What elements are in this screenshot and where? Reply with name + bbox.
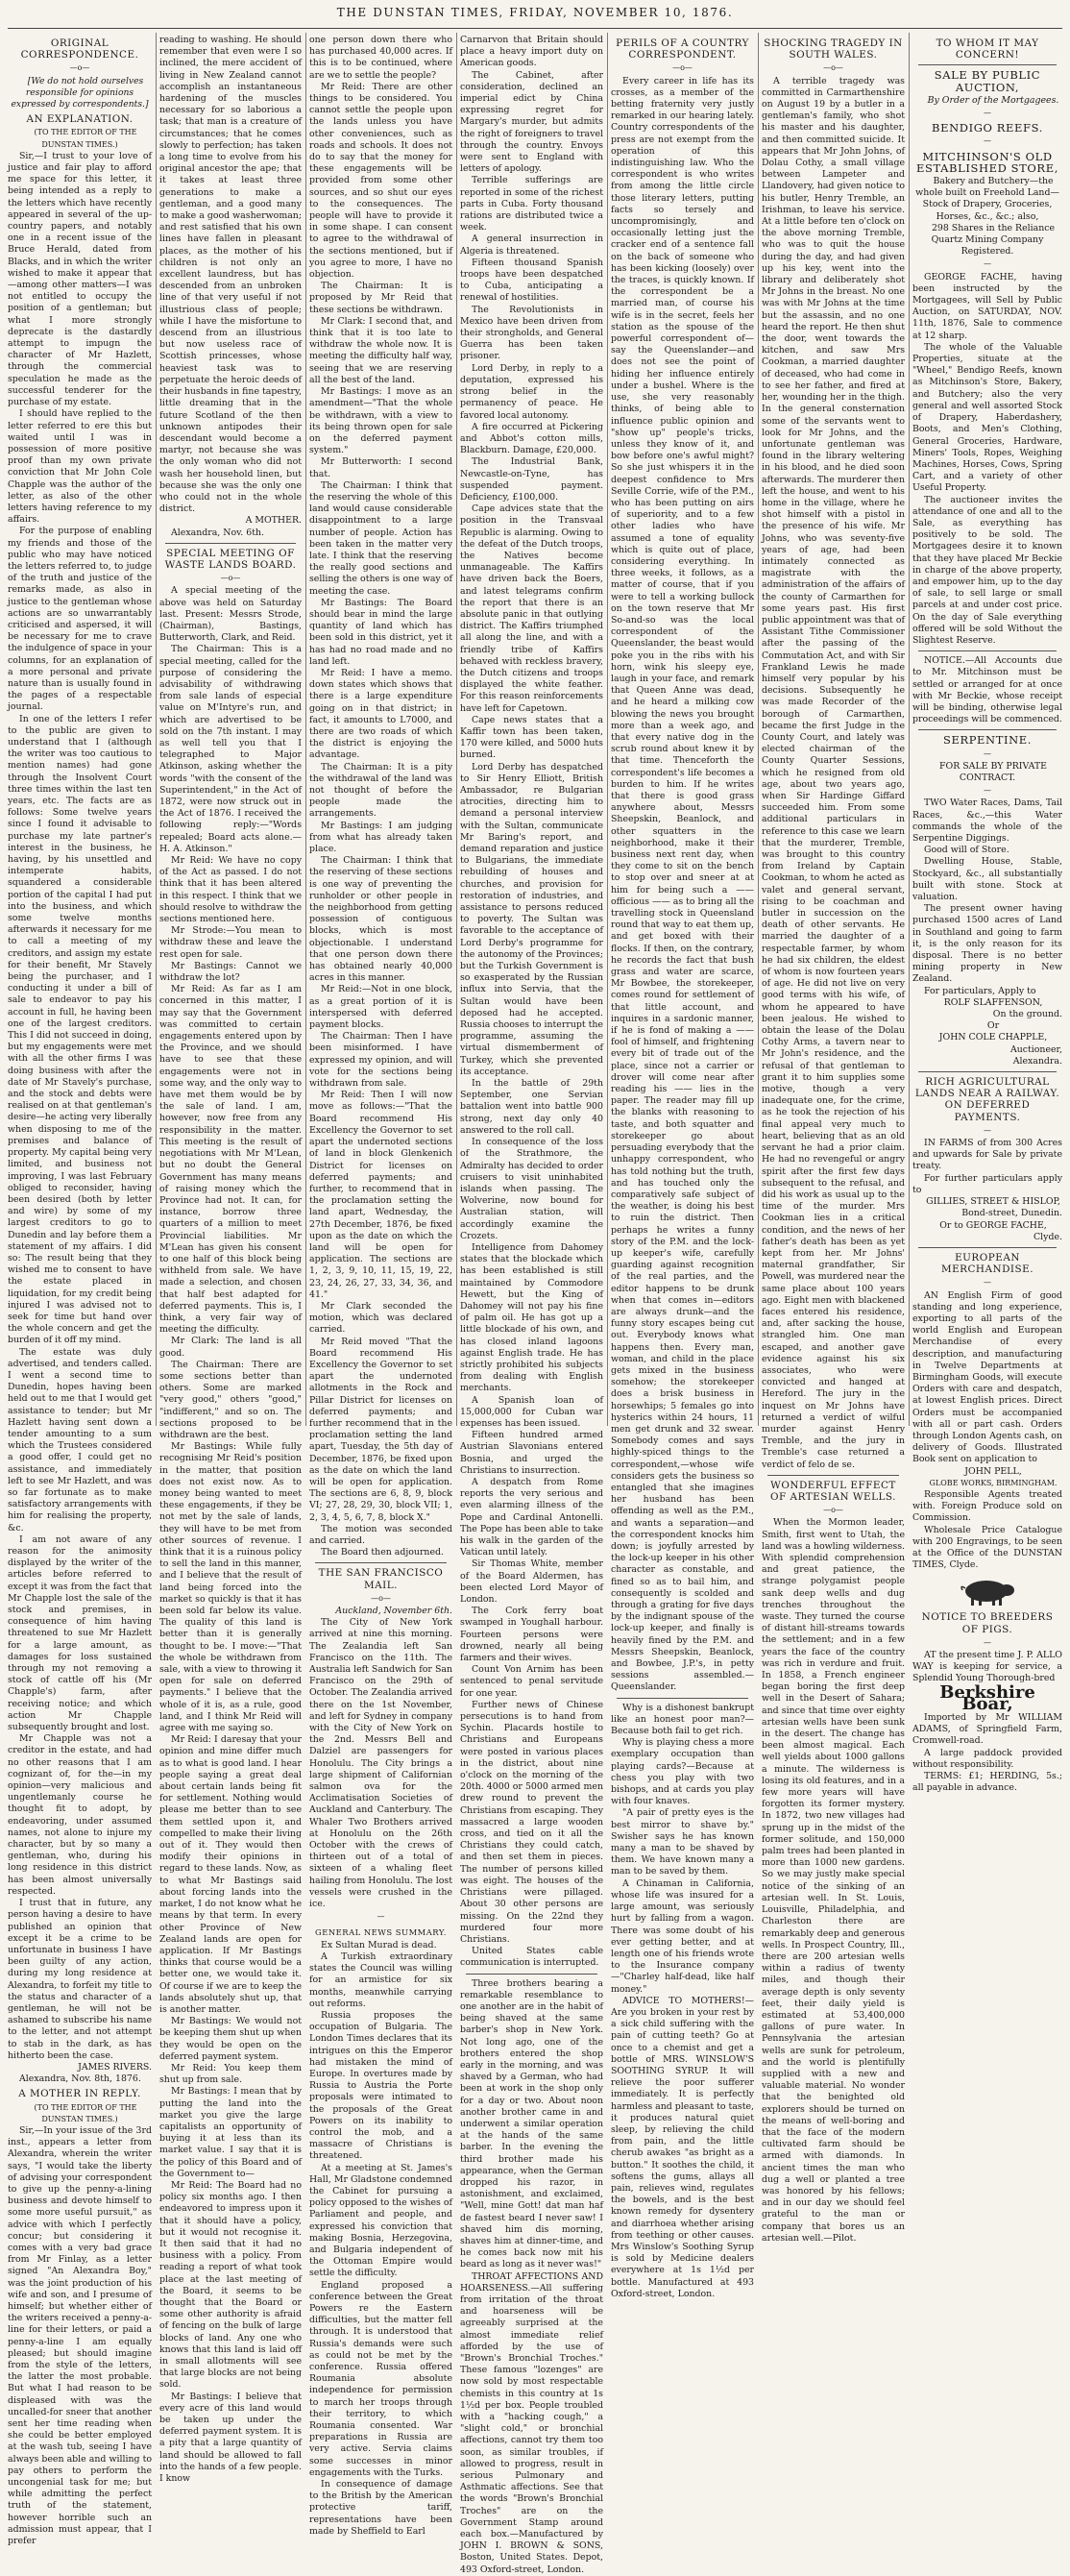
ad-text: Responsible Agents treated with. Foreign Produce sold on Commission. xyxy=(912,1488,1062,1524)
article-paragraph: Mr Reid: As far as I am concerned in this matter, I may say that the Government was committed to certain engagements entered upon by the Province, and we should have to see that these engagements were not in some way, and the only way to have met them would be by the sale of land. I am, however, now free from any responsibility in the matter. This meeting is the result of negotiations with Mr M'Lean, but no doubt the General Government has many means of raising money which the Province had not. It can, for instance, borrow three quarters of a million to meet Provincial liabilities. Mr M'Lean has given his consent to one half of this block being withheld from sale. We have made a selection, and chosen that half best adapted for deferred payments. This is, I think, a very fair way of meeting the difficulty. xyxy=(159,984,302,1336)
ad-text: Bond-street, Dunedin. xyxy=(961,1208,1062,1219)
letter-paragraph: reading to washing. He should remember that even were I so inclined, the mere accident of living in New Zealand cannot accomplish an instantaneous hardening of the muscles necessary for so laborious a task; that man is a creature of circumstances; that he comes slowly to perfection; has taken a long time to evolve from his original ancestor the ape; that it takes at least three generations to make a gentleman, and a good many to make a good washerwoman; and rest satisfied that his own lines have fallen in pleasant places, as the mother of his children is not only an excellent laundress, but has descended from an unbroken line of that very useful if not illustrious class of people; while I have the misfortune to descend from an illustrious but now useless race of Scottish princesses, whose heaviest task was to perpetuate the heroic deeds of their husbands in fine tapestry, little dreaming that in the future Scotland of the then unknown antipodes their descendant would become a martyr, not because she was the only woman who did not wash her household linen, but because she was the only one who could not in the whole district. xyxy=(159,35,302,515)
article-paragraph: Lord Derby has despatched to Sir Henry Elliott, British Ambassador, re Bulgarian atrocities, directing him to demand a personal interview with the Sultan, communicate Mr Baring's report, and demand reparation and justice to Bulgarians, the immediate rebuilding of houses and churches, and provision for restoration of industries, and assistance to persons reduced to poverty. The Sultan was favorable to the acceptance of Lord Derby's programme for the autonomy of the Provinces; but the Turkish Government is so exasperated by the Russian influx into Servia, that the Sultan would have been deposed had he accepted. Russia chooses to interrupt the programme, assuming the virtual dismemberment of Turkey, which she prevented its acceptance. xyxy=(460,761,603,1077)
article-paragraph: Mr Bastings: We would not be keeping them shut up when they would be open on the deferred payment system. xyxy=(159,2016,302,2062)
boar-headline: Berkshire Boar, xyxy=(939,1681,1035,1714)
column-6: SHOCKING TRAGEDY IN SOUTH WALES. —o— A terrible tragedy was committed in Carmarthenshire on August 19 by a butler in a gentleman's family, who shot his master and his daughter, and then committed suicide. It appears that Mr John Johns, of Dolau Cothy, a small village between Lampeter and Llandovery, had given notice to his butler, Henry Tremble, an Irishman, to leave his service. At a little before ten o'clock on the above morning Tremble, who was to quit the house during the day, and had given up his key, went into the library and deliberately shot Mr Johns in the breast. No one was with Mr Johns at the time but the assassin, and no one heard the report. He then shut the door, went towards the kitchen, and saw Mrs Cookman, a married daughter of deceased, who had come in to see her father, and fired at her, wounding her in the thigh. In the general consternation some of the servants went to look for Mr Johns, and the unfortunate gentleman was found in the library weltering in his blood, and he died soon afterwards. The murderer then left the house, and went to his home in the village, where he shot himself with a pistol in the presence of his wife. Mr Johns, who was seventy-five years of age, had been intimately connected as magistrate with the administration of the affairs of the county of Carmarthen for some years past. His first public appointment was that of Assistant Tithe Commissioner after the passing of the Commutation Act, and with Sir Frankland Lewis he made himself very popular by his decisions. Subsequently he was made Recorder of the borough of Carmarthen, became the first Judge in the County Court, and lately was elected chairman of the County Quarter Sessions, which he resigned from old age, about two years ago, when Sir Hardinge Giffard succeeded him. From some additional particulars in reference to this case we learn that the murderer, Tremble, was brought to this country from Ireland by Captain Cookman, to whom he acted as valet and general servant, rising to be coachman and butler in succession on the death of other servants. He married the daughter of a respectable farmer, by whom he had six children, the eldest of whom is now fourteen years of age. He did not live on very good terms with his wife, of whom he appeared to have been jealous. He wished to obtain the lease of the Dolau Cothy Arms, a tavern near to Mr John's residence, and the refusal of that gentleman to grant it to him supplies some motive, though a very inadequate one, for the crime, as he took the rejection of his final appeal very much to heart, believing that as an old servant he had a prior claim. He had no revengeful or angry spirit after the first few days subsequent to the refusal, and did his work as usual up to the time of the murder. Mrs Cookman lies in a critical condition, and the news of her father's death has been as yet kept from her. Mr Johns' maternal grandfather, Sir Powell, was murdered near the same place about 100 years ago. Eight men with blackened faces entered his residence, and, after sacking the house, strangled him. One man escaped, and another gave evidence against his six associates, who were convicted and hanged at Hereford. The jury in the inquest on Mr Johns have returned a verdict of wilful murder against Henry Tremble, and the jury in Tremble's case returned a verdict of felo de se. WONDERFUL EFFECT OF ARTESIAN WELLS. —o— When the Mormon leader, Smith, first went to Utah, the land was a howling wilderness. With splendid comprehension and great patience, the strange polygamist people sank deep wells and dug trenches throughout the waste. They turned the course of distant hill-streams towards the settlement; and in a few years the face of the country was rich in verdure and fruit. In 1858, a French engineer began boring the first deep well in the Desert of Sahara; and since that time over eighty artesian wells have been sunk in the desert. The change has been almost magical. Each well yields about 1000 gallons a minute. The wilderness is losing its old features, and in a few more years will have forgotten its former mystery. In 1872, two new villages had sprung up in the midst of the former solitude, and 150,000 palm trees had been planted in more than 1000 new gardens. So we may justly make special notice of the sinking of an artesian well. In St. Louis, Louisville, Philadelphia, and Charleston there are remarkably deep and generous wells. In Prospect Country, Ill., there are 200 artesian wells within a radius of twenty miles, and though their average depth is only seventy feet, their daily yield is estimated at 53,400,000 gallons of pure water. In Pennsylvania the artesian wells are sunk for petroleum, and the world is plentifully supplied with a new and valuable material. No wonder that the benighted old explorers should be turned on the means of well-boring and that the face of the modern cultivated farm should be armed with diamonds. In ancient times the man who dug a well or planted a tree was honored by his fellows; and in our day we should feel grateful to the man or company that bores us an artesian well.—Pilot. xyxy=(762,37,905,2244)
article-paragraph: Mr Bastings: I move as an amendment—"That the whole be withdrawn, with a view to its being thrown open for sale on the deferred payment system." xyxy=(309,386,452,456)
article-paragraph: The Chairman: I think that the reserving of these sections is one way of preventing the runholder or other people in the neighborhood from getting possession of contiguous blocks, which is most objectionable. I understand that one person down there has obtained nearly 40,000 acres in this manner. xyxy=(309,855,452,984)
article-paragraph: Mr Clark seconded the motion, which was declared carried. xyxy=(309,1300,452,1336)
ad-text: TERMS: £1; HERDING, 5s.; all payable in advance. xyxy=(912,1771,1062,1794)
ad-heading: BENDIGO REEFS. xyxy=(932,121,1043,135)
article-paragraph: Terrible sufferings are reported in some of the richest parts in Cuba. Forty thousand rations are distributed twice a week. xyxy=(460,175,603,233)
article-paragraph: When the Mormon leader, Smith, first went to Utah, the land was a howling wilderness. With splendid comprehension and great patience, the strange polygamist people sank deep wells and dug trenches throughout the waste. They turned the course of distant hill-streams towards the settlement; and in a few years the face of the country was rich in verdure and fruit. In 1858, a French engineer began boring the first deep well in the Desert of Sahara; and since that time over eighty artesian wells have been sunk in the desert. The change has been almost magical. Each well yields about 1000 gallons a minute. The wilderness is losing its old features, and in a few more years will have forgotten its former mystery. In 1872, two new villages had sprung up in the midst of the former solitude, and 150,000 palm trees had been planted in more than 1000 new gardens. So we may justly make special notice of the sinking of an artesian well. In St. Louis, Louisville, Philadelphia, and Charleston there are remarkably deep and generous wells. In Prospect Country, Ill., there are 200 artesian wells within a radius of twenty miles, and though their average depth is only seventy feet, their daily yield is estimated at 53,400,000 gallons of pure water. In Pennsylvania the artesian wells are sunk for petroleum, and the world is plentifully supplied with a new and valuable material. No wonder that the benighted old explorers should be turned on the means of well-boring and that the face of the modern cultivated farm should be armed with diamonds. In ancient times the man who dug a well or planted a tree was honored by his fellows; and in our day we should feel grateful to the man or company that bores us an artesian well.—Pilot. xyxy=(762,1517,905,2244)
article-paragraph: In consequence of the loss of the Strathmore, the Admiralty has decided to order cruisers to visit uninhabited islands when passing. The Wolverine, now bound for Australian station, will accordingly examine the Crozets. xyxy=(460,1137,603,1241)
article-paragraph: The Industrial Bank, Newcastle-on-Tyne, has suspended payment. Deficiency, £100,000. xyxy=(460,456,603,503)
column-rule xyxy=(156,33,157,1426)
ad-name: GILLIES, STREET & HISLOP, xyxy=(926,1196,1060,1208)
article-paragraph: Further news of Chinese persecutions is to hand from Sychin. Placards hostile to Christians and Europeans were posted in various places in the district, about nine o'clock on the morning of the 20th. 4000 or 5000 armed men drew round to prevent the Christians from escaping. They massacred a large wooden cross, and tied on it all the Christians they could catch, and then set them in pieces. The number of persons killed was eight. The houses of the Christians were pillaged. About 30 other persons are missing. On the 22nd they murdered four more Christians. xyxy=(460,1699,603,1945)
ad-text: For further particulars apply to xyxy=(912,1172,1062,1195)
article-paragraph: Mr Clark: The land is all good. xyxy=(159,1336,302,1359)
ad-name: JOHN COLE CHAPPLE, xyxy=(938,1032,1048,1043)
letter-paragraph: I should have replied to the letter referred to ere this but waited until I was in possession of more positive proof than my own private conviction that Mr John Cole Chapple was the author of the letter, as also of the other letters having reference to my affairs. xyxy=(8,408,152,526)
letter-dateline: Alexandra, Nov. 8th, 1876. xyxy=(19,2073,141,2085)
ad-heading: SERPENTINE. xyxy=(942,733,1033,748)
ad-text: AN English Firm of good standing and long experience, exporting to all parts of the world English and European Merchandise of every description, and manufacturing in Twelve Departments at Birmingham Goods, will execute Orders with care and despatch, at lowest English prices. Direct Orders must be accompanied with all or part cash. Orders through London Agents cash, on delivery of Goods. Illustrated Book sent on application to xyxy=(912,1289,1062,1465)
article-paragraph: Mr Bastings: The Board should bear in mind the large quantity of land which has been sold in this district, yet it has had no road made and no land left. xyxy=(309,597,452,667)
article-paragraph: A special meeting of the above was held on Saturday last. Present: Messrs Strode, (Chairman), Bastings, Butterworth, Clark, and Reid. xyxy=(159,585,302,644)
article-paragraph: A fire occurred at Pickering and Abbot's cotton mills, Blackburn. Damage, £20,000. xyxy=(460,421,603,456)
masthead: THE DUNSTAN TIMES, FRIDAY, NOVEMBER 10, 1876. xyxy=(336,6,734,19)
ad-text: Clyde. xyxy=(1034,1231,1062,1242)
article-paragraph: A despatch from Rome reports the very serious and even alarming illness of the Pope and Cardinal Antonelli. The Pope has been able to take his walk in the garden of the Vatican until lately. xyxy=(460,1476,603,1558)
column-7-advertisements: TO WHOM IT MAY CONCERN! SALE BY PUBLIC AUCTION, By Order of the Mortgagees. — BENDIGO REEFS. — MITCHINSON'S OLD ESTABLISHED STORE, Bakery and Butchery—the whole built on Freehold Land—Stock of Drapery, Groceries, Horses, &c., &c.; also, 298 Shares in the Reliance Quartz Mining Company Registered. — GEORGE FACHE, having been instructed by the Mortgagees, will Sell by Public Auction, on SATURDAY, NOV. 11th, 1876, Sale to commence at 12 sharp. The whole of the Valuable Properties, situate at the "Wheel," Bendigo Reefs, known as Mitchinson's Store, Bakery, and Butchery; also the very general and well assorted Stock of Drapery, Haberdashery, Boots, and Men's Clothing, General Groceries, Hardware, Miners' Tools, Ropes, Weighing Machines, Horses, Cows, Spring Cart, and a variety of other Useful Property. The auctioneer invites the attendance of one and all to the Sale, as everything has positively to be sold. The Mortgagees desire it to known that they have placed Mr Beckie in charge of the above property, and empower him, up to the day of sale, to sell large or small parcels at and under cost price. On the day of Sale everything offered will be sold Without the Slightest Reserve. NOTICE.—All Accounts due to Mr. Mitchinson must be settled or arranged for at once with Mr Beckie, whose receipt will be binding, otherwise legal proceedings will be commenced. SERPENTINE. — FOR SALE BY PRIVATE CONTRACT. — TWO Water Races, Dams, Tail Races, &c.,—this Water commands the whole of the Serpentine Diggings. Good will of Store. Dwelling House, Stable, Stockyard, &c., all substantially built with stone. Stock at valuation. The present owner having purchased 1500 acres of Land in Southland and going to farm it, is the only reason for its disposal. There is no better mining property in New Zealand. For particulars, Apply to ROLF SLAFFENSON, On the ground. Or JOHN COLE CHAPPLE, Auctioneer, Alexandra. RICH AGRICULTURAL LANDS NEAR A RAILWAY. ON DEFERRED PAYMENTS. — IN FARMS of from 300 Acres and upwards for Sale by private treaty. For further particulars apply to GILLIES, STREET & HISLOP, Bond-street, Dunedin. Or to GEORGE FACHE, Clyde. EUROPEAN MERCHANDISE. — AN English Firm of good standing and long experience, exporting to all parts of the world English and European Merchandise of every description, and manufacturing in Twelve Departments at Birmingham Goods, will execute Orders with care and despatch, at lowest English prices. Direct Orders must be accompanied with all or part cash. Orders through London Agents cash, on delivery of Goods. Illustrated Book sent on application to JOHN PELL, GLOBE WORKS, BIRMINGHAM. Responsible Agents treated with. Foreign Produce sold on Commission. Wholesale Price Catalogue with 200 Engravings, to be seen at the Office of the DUNSTAN TIMES, Clyde. NOTICE TO BREEDERS OF PIGS. — AT the present time J. P. ALLO WAY is keeping for service, a Splendid Young Thorough-bred Berkshire Boar, Imported by Mr WILLIAM ADAMS, of Springfield Farm, Cromwell-road. A large paddock provided without responsibility. TERMS: £1; HERDING, 5s.; all payable in advance. xyxy=(912,37,1062,1794)
ad-subheading: By Order of the Mortgagees. xyxy=(927,94,1059,106)
ad-text: IN FARMS of from 300 Acres and upwards for Sale by private treaty. xyxy=(912,1138,1062,1172)
letter-title: AN EXPLANATION. xyxy=(26,113,134,126)
article-paragraph: The Chairman: It is a pity the withdrawal of the land was not thought of before the people made the arrangements. xyxy=(309,761,452,820)
article-paragraph: At a meeting at St. James's Hall, Mr Gladstone condemned the Cabinet for pursuing a policy opposed to the wishes of Parliament and people, and expressed his conviction that making Bosnia, Herzegovina, and Bulgaria independent of the Ottoman Empire would settle the difficulty. xyxy=(309,2162,452,2279)
article-paragraph: Fifteen hundred armed Austrian Slavonians entered Bosnia, and urged the Christians to insurrection. xyxy=(460,1430,603,1476)
article-paragraph: A Turkish extraordinary states the Council was willing for an armistice for six months, meanwhile carrying out reforms. xyxy=(309,1950,452,2009)
ad-text: Good will of Store. xyxy=(924,845,1009,856)
letter-paragraph: I am not aware of any reason for the animosity displayed by the writer of the articles before referred to except it was from the fact that Mr Chapple lost the sale of the stock and premises, in consequence of him having threatened to sue Mr Hazlett for a large amount, as damages for loss sustained through my not removing a stock of cattle off his (Mr Chapple's) farm, after receiving notice; and which action Mr Chapple subsequently brought and lost. xyxy=(8,1533,152,1733)
article-paragraph: Mr Reid: Then I will now move as follows:—"That the Board recommend His Excellency the Governor to set apart the undernoted sections of land in block Glenkenich District for licenses on deferred payments; and further, to recommend that in the proclamation setting the land apart, Wednesday, the 27th December, 1876, be fixed upon as the date on which the land will be open for application. The sections are 1, 2, 3, 9, 10, 11, 15, 19, 22, 23, 24, 26, 27, 33, 34, 36, and 41." xyxy=(309,1090,452,1300)
article-paragraph: The Cork ferry boat swamped in Youghall harbour. Fourteen persons were drowned, nearly all being farmers and their wives. xyxy=(460,1606,603,1664)
ad-heading: NOTICE TO BREEDERS OF PIGS. xyxy=(921,1611,1054,1635)
ad-name: ROLF SLAFFENSON, xyxy=(943,996,1043,1008)
column-rule xyxy=(607,33,608,1426)
article-paragraph: Mr Strode:—You mean to withdraw these and leave the rest open for sale. xyxy=(159,925,302,960)
letter-paragraph: I trust that in future, any person having a desire to have published an opinion that except it be a crime to be unfortunate in business I have been guilty of any action, during my long residence at Alexandra, to forfeit my title to the status and character of a gentleman, he will not be ashamed to subscribe his name to the letter, and not attempt to stab in the dark, as has hitherto been the case. xyxy=(8,1898,152,2061)
article-paragraph: The motion was seconded and carried. xyxy=(309,1523,452,1546)
column-rule xyxy=(456,33,457,1426)
article-paragraph: The Chairman: It is proposed by Mr Reid that these sections be withdrawn. xyxy=(309,281,452,315)
article-paragraph: A general insurrection in Algeria is threatened. xyxy=(460,233,603,257)
letter-paragraph: In one of the letters I refer to the public are given to understand that I (although the writer was too cautious to mention names) had gone through the Insolvent Court three times within the last ten years, etc. The facts are as follows: Some twelve years since I found it advisable to purchase my late partner's interest in the business, he having, by his unsettled and intemperate habits, squandered a considerable portion of the capital I had put into the business, and which some twelve months afterwards it necessary for me to call a meeting of my creditors, and assign my estate for their benefit, Mr Stavely being the purchaser, and I conducting it under a bill of sale to endeavor to pay his account in full, he having been one of the largest creditors. This I did not succeed in doing, but my engagements were met with all the other firms I was doing business with after the date of Mr Stavely's purchase, and the stock and debts were realised on at that gentleman's desire—he acting very liberally when disposing to me of the premises and balance of property. My capital being very limited, and business not improving, I was last February obliged to reconsider, having been desired (both by letter and wire) by some of my largest creditors to go to Dunedin and lay before them a statement of my affairs. I did so: The result being that they wished me to consent to have the estate placed in liquidation, for my credit being injured I was advised not to seek for time but hand over the whole concern and get the burden of it off my mind. xyxy=(8,713,152,1346)
column-2: reading to washing. He should remember that even were I so inclined, the mere accident of living in New Zealand cannot accomplish an instantaneous hardening of the muscles necessary for so laborious a task; that man is a creature of circumstances; that he comes slowly to perfection; has taken a long time to evolve from his original ancestor the ape; that it takes at least three generations to make a gentleman, and a good many to make a good washerwoman; and rest satisfied that his own lines have fallen in pleasant places, as the mother of his children is not only an excellent laundress, but has descended from an unbroken line of that very useful if not illustrious class of people; while I have the misfortune to descend from an illustrious but now useless race of Scottish princesses, whose heaviest task was to perpetuate the heroic deeds of their husbands in fine tapestry, little dreaming that in the future Scotland of the then unknown antipodes their descendant would become a martyr, not because she was the only woman who did not wash her household linen, but because she was the only one who could not in the whole district. A MOTHER. Alexandra, Nov. 6th. SPECIAL MEETING OF WASTE LANDS BOARD. —o— A special meeting of the above was held on Saturday last. Present: Messrs Strode, (Chairman), Bastings, Butterworth, Clark, and Reid. The Chairman: This is a special meeting, called for the purpose of considering the advisability of withdrawing from sale lands of especial value on M'Intyre's run, and which are advertised to be sold on the 7th instant. I may as well tell you that I telegraphed to Major Atkinson, asking whether the words "with the consent of the Superintendent," in the Act of 1872, were now struck out in the Act of 1876. I received the following reply:—"Words repealed; Board acts alone.—H. A. Atkinson." Mr Reid: We have no copy of the Act as passed. I do not think that it has been altered in this respect. I think that we should resolve to withdraw the sections mentioned here. Mr Strode:—You mean to withdraw these and leave the rest open for sale. Mr Bastings: Cannot we withdraw the lot? Mr Reid: As far as I am concerned in this matter, I may say that the Government was committed to certain engagements entered upon by the Province, and we should have to see that these engagements were not in some way, and the only way to have met them would be by the sale of land. I am, however, now free from any responsibility in the matter. This meeting is the result of negotiations with Mr M'Lean, but no doubt the General Government has many means of raising money which the Province had not. It can, for instance, borrow three quarters of a million to meet Provincial liabilities. Mr M'Lean has given his consent to one half of this block being withheld from sale. We have made a selection, and chosen that half best adapted for deferred payments. This is, I think, a very fair way of meeting the difficulty. Mr Clark: The land is all good. The Chairman: There are some sections better than others. Some are marked "very good," others "good," "indifferent," and so on. The sections proposed to be withdrawn are the best. Mr Bastings: While fully recognising Mr Reid's position in the matter, that position does not exist now. As to money being wanted to meet these engagements, if they be not met by the sale of lands, they will have to be met from other sources of revenue. I think that it is a ruinous policy to sell the land in this manner, and I believe that the result of land being forced into the market so quickly is that it has been sold far below its value. The quality of this land is better than it is generally thought to be. I move:—"That the whole be withdrawn from sale, with a view to throwing it open for sale on deferred payments." I believe that the whole of it is, as a rule, good land, and I think Mr Reid will agree with me saying so. Mr Reid: I daresay that your opinion and mine differ much as to what is good land. I hear people saying a great deal about certain lands being fit for settlement. Nothing would please me better than to see them settled upon it, and compelled to make their living out of it. They would then modify their opinions in regard to these lands. Now, as to what Mr Bastings said about forcing lands into the market, I do not know what he means by that term. In every other Province of New Zealand lands are open for application. If Mr Bastings thinks that course would be a better one, we would take it. Of course if we are to keep the lands absolutely shut up, that is another matter. Mr Bastings: We would not be keeping them shut up when they would be open on the deferred payment system. Mr Reid: You keep them shut up from sale. Mr Bastings: I mean that by putting the land into the market you give the large capitalists an opportunity of buying it at less than its market value. I say that it is the policy of this Board and of the Government to— Mr Reid: The Board had no policy six months ago. I then endeavored to impress upon it that it should have a policy, but it would not recognise it. It then said that it had no business with a policy. From reading a report of what took place at the last meeting of the Board, it seems to be thought that the Board or some other authority is afraid of fencing on the bulk of large blocks of land. Any one who knows that this land is laid off in small allotments will see that large blocks are not being sold. Mr Bastings: I believe that every acre of this land would be taken up under the deferred payment system. It is a pity that a large quantity of land should be allowed to fall into the hands of a few people. I know xyxy=(159,35,302,2485)
article-title: WONDERFUL EFFECT OF ARTESIAN WELLS. xyxy=(770,1479,896,1503)
article-paragraph: The Revolutionists in Mexico have been driven from their strongholds, and General Guerra has been taken prisoner. xyxy=(460,304,603,362)
article-paragraph: Mr Reid: I daresay that your opinion and mine differ much as to what is good land. I hear people saying a great deal about certain lands being fit for settlement. Nothing would please me better than to see them settled upon it, and compelled to make their living out of it. They would then modify their opinions in regard to these lands. Now, as to what Mr Bastings said about forcing lands into the market, I do not know what he means by that term. In every other Province of New Zealand lands are open for application. If Mr Bastings thinks that course would be a better one, we would take it. Of course if we are to keep the lands absolutely shut up, that is another matter. xyxy=(159,1734,302,2015)
article-paragraph: England proposed a conference between the Great Powers re the Eastern difficulties, but the matter fell through. It is understood that Russia's demands were such as could not be met by the conference. Russia offered Roumania absolute independence for permission to march her troops through their territory, to which Roumania consented. War preparations in Russia are very active. Servia claims some successes in minor engagements with the Turks. xyxy=(309,2279,452,2478)
ad-text: NOTICE.—All Accounts due to Mr. Mitchinson must be settled or arranged for at once with Mr Beckie, whose receipt will be binding, otherwise legal proceedings will be commenced. xyxy=(912,655,1062,725)
article-paragraph: Ex Sultan Murad is dead. xyxy=(321,1939,437,1950)
article-paragraph: Carnarvon that Britain should place a heavy import duty on American goods. xyxy=(460,35,603,69)
article-paragraph: Mr Bastings: While fully recognising Mr Reid's position in the matter, that position does not exist now. As to money being wanted to meet these engagements, if they be not met by the sale of lands, they will have to be met from other sources of revenue. I think that it is a ruinous policy to sell the land in this manner, and I believe that the result of land being forced into the market so quickly is that it has been sold far below its value. The quality of this land is better than it is generally thought to be. I move:—"That the whole be withdrawn from sale, with a view to throwing it open for sale on deferred payments." I believe that the whole of it is, as a rule, good land, and I think Mr Reid will agree with me saying so. xyxy=(159,1441,302,1734)
article-paragraph: one person down there who has purchased 40,000 acres. If this is to be continued, where are we to settle the people? xyxy=(309,35,452,81)
article-paragraph: Mr Reid: I have a memo. down states which shows that there is a large expenditure going on in that district; in fact, it amounts to L7000, and there are two roads of which the district is enjoying the advantage. xyxy=(309,667,452,761)
ad-name: JOHN PELL, xyxy=(964,1465,1022,1477)
article-title: SPECIAL MEETING OF WASTE LANDS BOARD. xyxy=(164,547,297,571)
ad-text: Auctioneer, xyxy=(1009,1043,1062,1055)
ad-text: Or to GEORGE FACHE, xyxy=(939,1219,1047,1231)
article-paragraph: The Cabinet, after consideration, declined an imperial edict by China expressing regret for Margary's murder, but admits the right of foreigners to travel through the country. Envoys were sent to England with letters of apology. xyxy=(460,69,603,175)
article-paragraph: The Chairman: There are some sections better than others. Some are marked "very good," others "good," "indifferent," and so on. The sections proposed to be withdrawn are the best. xyxy=(159,1359,302,1440)
ad-text: For particulars, Apply to xyxy=(924,985,1036,996)
column-rule xyxy=(305,33,306,1426)
ad-heading: EUROPEAN MERCHANDISE. xyxy=(940,1251,1034,1276)
article-paragraph: Lord Derby, in reply to a deputation, expressed his strong belief in the permanency of peace. He favored local autonomy. xyxy=(460,362,603,421)
article-paragraph: A Chinaman in California, whose life was insured for a large amount, was seriously hurt by falling from a wagon. There was some doubt of his ever getting better, and at length one of his friends wrote to the Insurance company—"Charley half-dead, like half money." xyxy=(611,1877,754,1995)
letter-title: A MOTHER IN REPLY. xyxy=(18,2088,141,2100)
article-paragraph: In the battle of 29th September, one Servian battalion went into battle 900 strong, next day only 40 answered to the roll call. xyxy=(460,1078,603,1136)
ad-text: The present owner having purchased 1500 acres of Land in Southland and going to farm it, is the only reason for its disposal. There is no better mining property in New Zealand. xyxy=(912,903,1062,985)
article-paragraph: Cape news states that a Kaffir town has been taken, 170 were killed, and 5000 huts burned. xyxy=(460,714,603,761)
article-paragraph: Mr Reid: There are other things to be considered. You cannot settle the people upon the lands unless you have other conveniences, such as roads and schools. It does not do to say that the money for these engagements will be provided from some other sources, and so shut our eyes to the consequences. The people will have to provide it in some shape. I can consent to agree to the withdrawal of the sections mentioned, but if you agree to more, I have no objection. xyxy=(309,81,452,281)
section-heading: ORIGINAL CORRESPONDENCE. xyxy=(20,37,139,61)
article-paragraph: Sir Thomas White, member of the Board Aldermen, has been elected Lord Mayor of London. xyxy=(460,1558,603,1606)
letter-paragraph: Sir,—In your issue of the 3rd inst., appears a letter from Alexandra, wherein the writer says, "I would take the liberty of advising your correspondent to give up the penny-a-lining business and devote himself to some more useful pursuit," as advice with which I perfectly concur; but considering it comes with a very bad grace from Mr Finlay, as a letter signed "An Alexandra Boy," was the joint production of his wife and son, and I presume of himself; but whether either of the writers received a penny-a-line for their letters, or paid a penny-a-line I am equally pleased; but should imagine from the style of the letters, the latter the most probable. But what I had reason to be displeased with was the uncalled-for sneer that another sent her time reading when she could be better employed at the wash tub, seeing I have always been able and willing to pay others to perform the uncongenial task for me; but while admitting the perfect truth of the statement, however horrible such an admission must appear, that I prefer xyxy=(8,2124,152,2547)
article-paragraph: In consequence of damage to the British by the American protective tariff, representations have been made by Sheffield to Earl xyxy=(309,2479,452,2537)
ad-text: 298 Shares in the Reliance Quartz Mining Company Registered. xyxy=(931,222,1056,258)
ad-heading: RICH AGRICULTURAL LANDS NEAR A RAILWAY. ON DEFERRED PAYMENTS. xyxy=(914,1076,1060,1123)
article-paragraph: Mr Reid moved "That the Board recommend His Excellency the Governor to set apart the undernoted allotments in the Rock and Pillar District for licenses on deferred payments; and further recommend that in the proclamation setting the land apart, Tuesday, the 5th day of December, 1876, be fixed upon as the date on which the land will be open for application. The sections are 6, 8, 9, block VI; 27, 28, 29, 30, block VII; 1, 2, 3, 4, 5, 6, 7, 8, block X." xyxy=(309,1336,452,1523)
ad-text: Or xyxy=(986,1020,1000,1032)
article-paragraph: The Board then adjourned. xyxy=(321,1547,445,1558)
ad-text: GEORGE FACHE, having been instructed by the Mortgagees, will Sell by Public Auction, on SATURDAY, NOV. 11th, 1876, Sale to commence at 12 sharp. xyxy=(912,271,1062,341)
article-paragraph: Every career in life has its crosses, as a member of the betting fraternity very justly remarked in our hearing lately. Country correspondents of the press are not exempt from the operation of this indistinguishing law. Who the correspondent is who writes from among the little circle those literary letters, putting facts so tersely and uncompromisingly, and occasionally letting just the cracker end of a sentence fall on the back of someone who has been kicking (loosely) over the traces, is quickly known. If the correspondent be a married man, of course his wife is in the secret, feels her station as the spouse of the powerful correspondent of—say the Queenslander—and does not see the point of hiding her influence entirely under a bushel. Where is the use, she very reasonably thinks, of being able to influence public opinion and "show up" people's tricks, unless they know of it, and bow before one's awful might? So she just whispers it in the deepest confidence to Mrs Seville Corrie, wife of the P.M., who has been putting on airs of superiority, and to a few other ladies who have assumed a tone of equality which is quite out of place, considering everything. In three weeks, it follows, as a matter of course, that if you were to tell a working bullock on the town reserve that Mr So-and-so was the local correspondent of the Queenslander, the beast would poke you in the ribs with his horn, wink his sleepy eye, laugh in your face, and remark that Queen Anne was dead, and he heard a milking cow blowing the news you brought more than a week ago, and that every native dog in the scrub round about knew it by that time. Thenceforth the correspondent's life becomes a burden to him. If he writes that there is good grass anywhere about, Messrs Sheepskin, Beanlock, and other squatters in the neighborhood, make it their business next rent day, when they come to sit on the bench to stop over and sneer at at him for being such a —— officious —— as to bring all the travelling stock in Queensland round that way to eat them up, and get boxed with their flocks. If then, on the contrary, he records the fact that bush grass and water are scarce, Mr Bowbee, the storekeeper, comes round for settlement of that little account, and inquires in a sardonic manner, if he is fond of making a —— fool of himself, and frightening every bit of trade out of the place, since not a carrier or drover will come near after reading his —— lies in the paper. The reader may fill up the blanks with reasoning to taste, and both squatter and storekeeper go about persuading everybody that the unhappy correspondent, who has told nothing but the truth, and has touched only the comparatively safe subject of the weather, is doing his best to ruin the district. Then perhaps he writes a funny story of the P.M. and the lock-up keeper's wife, carefully guarding against recognition of the real parties, and the editor happens to be drunk when that comes in—editors are always drunk—and the funny story escapes being cut out. Everybody knows what happens then. Every man, woman, and child in the place gets mixed in the business somehow; the storekeeper does a brisk business in horsewhips; 5 females go into hysterics within 24 hours, 11 men get drunk and 32 swear. Somebody comes and says highly-spiced things to the correspondent,—whose wife considers gets the business so entangled that she imagines her husband has been offending as well as the P.M., and wants a separation—and the correspondent knocks him down; is joyfully arrested by the lock-up keeper in his other character as constable, and fined so as to bail him, and consequently is scolded and through a grating for five days by the indignant spouse of the lock-up keeper, and finally is heavily fined by the P.M. and Messrs Sheepskin, Beanlock, and Bowbee, J.P.'s, in petty sessions assembled.—Queenslander. xyxy=(611,75,754,1693)
column-rule xyxy=(909,33,910,1426)
article-paragraph: Intelligence from Dahomey states that the blockade which has been established is still maintained by Commodore Hewett, but the King of Dahomey will not pay his fine of palm oil. He has got up a little blockade of his own, and has closed inland lagoons against English trade. He has strictly prohibited his subjects from dealing with English merchants. xyxy=(460,1241,603,1394)
letter-paragraph: For the purpose of enabling my friends and those of the public who may have noticed the letters referred to, to judge of the truth and justice of the remarks made, as also in justice to the gentleman whose actions are so unwarrantably criticised and aspersed, it will be necessary for me to crave the indulgence of space in your columns, for an explanation of a more personal and private nature than is usually found in the pages of a respectable journal. xyxy=(8,526,152,713)
article-title: SHOCKING TRAGEDY IN SOUTH WALES. xyxy=(764,37,903,61)
ad-text: TWO Water Races, Dams, Tail Races, &c.,—this Water commands the whole of the Serpentine Diggings. xyxy=(912,797,1062,844)
article-title: GENERAL NEWS SUMMARY. xyxy=(315,1926,447,1937)
article-paragraph: Three brothers bearing a remarkable resemblance to one another are in the habit of being shaved at the same barber's shop in New York. Not long ago, one of the brothers entered the shop early in the morning, and was shaved by a German, who had been at work in the shop only for a day or two. About noon another brother came in and underwent a similar operation at the hands of the same barber. In the evening the third brother made his appearance, when the German dropped his razor, in astonishment, and exclaimed, "Well, mine Gott! dat man haf de fastest beard I never saw! I shaved him dis morning, shaves him at dinner-time, and he comes back now mit his beard as long as it never was!" xyxy=(460,1977,603,2270)
letter-addressee: (TO THE EDITOR OF THE DUNSTAN TIMES.) xyxy=(34,2102,137,2123)
letter-signature: A MOTHER. xyxy=(245,515,302,527)
advertisement-paragraph: THROAT AFFECTIONS AND HOARSENESS.—All suffering from irritation of the throat and hoarseness will be agreeably surprised at the almost immediate relief afforded by the use of "Brown's Bronchial Troches." These famous "lozenges" are now sold by most respectable chemists in this country at 1s 1½d per box. People troubled with a "hacking cough," a "slight cold," or bronchial affections, cannot try them too soon, as similar troubles, if allowed to progress, result in serious Pulmonary and Asthmatic affections. See that the words "Brown's Bronchial Troches" are on the Government Stamp around each box.—Manufactured by JOHN I. BROWN & SONS, Boston, United States. Depot, 493 Oxford-street, London. xyxy=(460,2270,603,2575)
letter-paragraph: Mr Chapple was not a creditor in the estate, and had no other reasons that I am cognizant of, for the—in my opinion—very malicious and ungentlemanly course he thought fit to adopt, by endeavoring, under assumed names, not alone to injure my character, but by so many a gentleman, who, during his long residence in this district has been almost universally respected. xyxy=(8,1733,152,1897)
advertisement-paragraph: ADVICE TO MOTHERS!—Are you broken in your rest by a sick child suffering with the pain of cutting teeth? Go at once to a chemist and get a bottle of MRS. WINSLOW'S SOOTHING SYRUP. It will relieve the poor sufferer immediately. It is perfectly harmless and pleasant to taste, it produces natural quiet sleep, by relieving the child from pain, and the little cherub awakes "as bright as a button." It soothes the child, it softens the gums, allays all pain, relieves wind, regulates the bowels, and is the best known remedy for dysentery and diarrhoea whether arising from teething or other causes. Mrs Winslow's Soothing Syrup is sold by Medicine dealers everywhere at 1s 1½d per bottle. Manufactured at 493 Oxford-street, London. xyxy=(611,1995,754,2299)
ad-text: A large paddock provided without responsibility. xyxy=(912,1747,1062,1770)
article-paragraph: Mr Reid: We have no copy of the Act as passed. I do not think that it has been altered in this respect. I think that we should resolve to withdraw the sections mentioned here. xyxy=(159,855,302,925)
article-paragraph: Mr Reid: You keep them shut up from sale. xyxy=(159,2062,302,2086)
article-paragraph: The Chairman: This is a special meeting, called for the purpose of considering the advisability of withdrawing from sale lands of especial value on M'Intyre's run, and which are advertised to be sold on the 7th instant. I may as well tell you that I telegraphed to Major Atkinson, asking whether the words "with the consent of the Superintendent," in the Act of 1872, were now struck out in the Act of 1876. I received the following reply:—"Words repealed; Board acts alone.—H. A. Atkinson." xyxy=(159,644,302,854)
ad-heading: SALE BY PUBLIC AUCTION, xyxy=(934,68,1041,94)
ad-text: Wholesale Price Catalogue with 200 Engravings, to be seen at the Office of the DUNSTAN TIMES, Clyde. xyxy=(912,1524,1062,1571)
dateline: Auckland, November 6th. xyxy=(335,1606,452,1617)
letter-signature: JAMES RIVERS. xyxy=(78,2061,152,2073)
masthead-rule xyxy=(8,28,1062,29)
ad-text: The auctioneer invites the attendance of one and all to the Sale, as everything has positively to be sold. The Mortgagees desire it to known that they have placed Mr Beckie in charge of the above property, and empower him, up to the day of sale, to sell large or small parcels at and under cost price. On the day of Sale everything offered will be sold Without the Slightest Reserve. xyxy=(912,494,1062,646)
article-paragraph: Russia proposes the occupation of Bulgaria. The London Times declares that its intrigues on this the Emperor had mistaken the mind of Europe. In overtures made by Russia to Austria the Porte proposals were intimated to the proposals of the Great Powers on its inability to control the mob, and a massacre of Christians is threatened. xyxy=(309,2009,452,2162)
letter-paragraph: The estate was duly advertised, and tenders called. I went a second time to Dunedin, hopes having been held out to me that I would get assistance to tender; but Mr Hazlett having sent down a tender amounting to a sum which the Trustees considered a good offer, I could get no assistance, and immediately left to see Mr Hazlett, and was so far fortunate as to make satisfactory arrangements with him for realising the property, &c. xyxy=(8,1346,152,1533)
ad-text: AT the present time J. P. ALLO WAY is keeping for service, a Splendid Young Thorough-bred xyxy=(912,1650,1062,1684)
ad-text: GLOBE WORKS, BIRMINGHAM. xyxy=(929,1478,1058,1487)
disclaimer: [We do not hold ourselves responsible for opinions expressed by correspondents.] xyxy=(11,75,149,110)
article-title: PERILS OF A COUNTRY CORRESPONDENT. xyxy=(616,37,749,61)
article-paragraph: Why is a dishonest bankrupt like an honest poor man?—Because both fail to get rich. xyxy=(611,1702,754,1737)
article-paragraph: Mr Butterworth: I second that. xyxy=(309,456,452,479)
article-paragraph: The Chairman: Then I have been misinformed. I have expressed my opinion, and will vote for the sections being withdrawn from sale. xyxy=(309,1031,452,1090)
article-paragraph: Mr Reid:—Not in one block, as a great portion of it is interspersed with deferred payment blocks. xyxy=(309,984,452,1031)
article-paragraph: Why is playing chess a more exemplary occupation than playing cards?—Because at chess you play with two bishops, and at cards you play with four knaves. xyxy=(611,1737,754,1807)
letter-dateline: Alexandra, Nov. 6th. xyxy=(171,527,265,538)
article-paragraph: Mr Reid: The Board had no policy six months ago. I then endeavored to impress upon it that it should have a policy, but it would not recognise it. It then said that it had no business with a policy. From reading a report of what took place at the last meeting of the Board, it seems to be thought that the Board or some other authority is afraid of fencing on the bulk of large blocks of land. Any one who knows that this land is laid off in small allotments will see that large blocks are not being sold. xyxy=(159,2179,302,2391)
ad-text: Dwelling House, Stable, Stockyard, &c., all substantially built with stone. Stock at valuation. xyxy=(912,856,1062,903)
column-3: one person down there who has purchased 40,000 acres. If this is to be continued, where are we to settle the people? Mr Reid: There are other things to be considered. You cannot settle the people upon the lands unless you have other conveniences, such as roads and schools. It does not do to say that the money for these engagements will be provided from some other sources, and so shut our eyes to the consequences. The people will have to provide it in some shape. I can consent to agree to the withdrawal of the sections mentioned, but if you agree to more, I have no objection. The Chairman: It is proposed by Mr Reid that these sections be withdrawn. Mr Clark: I second that, and think that it is too late to withdraw the whole now. It is meeting the difficulty half way, seeing that we are reserving all the best of the land. Mr Bastings: I move as an amendment—"That the whole be withdrawn, with a view to its being thrown open for sale on the deferred payment system." Mr Butterworth: I second that. The Chairman: I think that the reserving the whole of this land would cause considerable disappointment to a large number of people. Action has been taken in the matter very late. I think that the reserving the really good sections and selling the others is one way of meeting the case. Mr Bastings: The Board should bear in mind the large quantity of land which has been sold in this district, yet it has had no road made and no land left. Mr Reid: I have a memo. down states which shows that there is a large expenditure going on in that district; in fact, it amounts to L7000, and there are two roads of which the district is enjoying the advantage. The Chairman: It is a pity the withdrawal of the land was not thought of before the people made the arrangements. Mr Bastings: I am judging from what has already taken place. The Chairman: I think that the reserving of these sections is one way of preventing the runholder or other people in the neighborhood from getting possession of contiguous blocks, which is most objectionable. I understand that one person down there has obtained nearly 40,000 acres in this manner. Mr Reid:—Not in one block, as a great portion of it is interspersed with deferred payment blocks. The Chairman: Then I have been misinformed. I have expressed my opinion, and will vote for the sections being withdrawn from sale. Mr Reid: Then I will now move as follows:—"That the Board recommend His Excellency the Governor to set apart the undernoted sections of land in block Glenkenich District for licenses on deferred payments; and further, to recommend that in the proclamation setting the land apart, Wednesday, the 27th December, 1876, be fixed upon as the date on which the land will be open for application. The sections are 1, 2, 3, 9, 10, 11, 15, 19, 22, 23, 24, 26, 27, 33, 34, 36, and 41." Mr Clark seconded the motion, which was declared carried. Mr Reid moved "That the Board recommend His Excellency the Governor to set apart the undernoted allotments in the Rock and Pillar District for licenses on deferred payments; and further recommend that in the proclamation setting the land apart, Tuesday, the 5th day of December, 1876, be fixed upon as the date on which the land will be open for application. The sections are 6, 8, 9, block VI; 27, 28, 29, 30, block VII; 1, 2, 3, 4, 5, 6, 7, 8, block X." The motion was seconded and carried. The Board then adjourned. THE SAN FRANCISCO MAIL. —o— Auckland, November 6th. The City of New York arrived at nine this morning. The Zealandia left San Francisco on the 11th. The Australia left Sandwich for San Francisco on the 29th of October. The Zealandia arrived there on the 1st November, and left for Sydney in company with the City of New York on the 2nd. Messrs Bell and Dalziel are passengers for Honolulu. The City brings a large shipment of Californian salmon ova for the Acclimatisation Societies of Auckland and Canterbury. The Whaler Two Brothers arrived at Honolulu on the 26th October with the crews of thirteen out of a total of sixteen of a whaling fleet hailing from Honolulu. The lost vessels were crushed in the ice. — GENERAL NEWS SUMMARY. Ex Sultan Murad is dead. A Turkish extraordinary states the Council was willing for an armistice for six months, meanwhile carrying out reforms. Russia proposes the occupation of Bulgaria. The London Times declares that its intrigues on this the Emperor had mistaken the mind of Europe. In overtures made by Russia to Austria the Porte proposals were intimated to the proposals of the Great Powers on its inability to control the mob, and a massacre of Christians is threatened. At a meeting at St. James's Hall, Mr Gladstone condemned the Cabinet for pursuing a policy opposed to the wishes of Parliament and people, and expressed his conviction that making Bosnia, Herzegovina, and Bulgaria independent of the Ottoman Empire would settle the difficulty. England proposed a conference between the Great Powers re the Eastern difficulties, but the matter fell through. It is understood that Russia's demands were such as could not be met by the conference. Russia offered Roumania absolute independence for permission to march her troops through their territory, to which Roumania consented. War preparations in Russia are very active. Servia claims some successes in minor engagements with the Turks. In consequence of damage to the British by the American protective tariff, representations have been made by Sheffield to Earl xyxy=(309,35,452,2537)
letter-addressee: (TO THE EDITOR OF THE DUNSTAN TIMES.) xyxy=(34,128,137,149)
article-paragraph: The Chairman: I think that the reserving the whole of this land would cause considerable disappointment to a large number of people. Action has been taken in the matter very late. I think that the reserving the really good sections and selling the others is one way of meeting the case. xyxy=(309,479,452,597)
column-rule xyxy=(758,33,759,1426)
ad-text: On the ground. xyxy=(992,1009,1062,1020)
article-paragraph: Count Von Arnim has been sentenced to penal servitude for one year. xyxy=(460,1664,603,1699)
ad-heading: MITCHINSON'S OLD ESTABLISHED STORE, xyxy=(916,149,1058,175)
ad-heading: TO WHOM IT MAY CONCERN! xyxy=(936,37,1039,61)
ad-text: Imported by Mr WILLIAM ADAMS, of Springfield Farm, Cromwell-road. xyxy=(912,1712,1062,1747)
ad-subheading: FOR SALE BY PRIVATE CONTRACT. xyxy=(939,760,1047,783)
article-paragraph: Mr Bastings: I am judging from what has already taken place. xyxy=(309,820,452,855)
article-paragraph: A Spanish loan of 15,000,000 for Cuban war expenses has been issued. xyxy=(460,1394,603,1429)
article-paragraph: A terrible tragedy was committed in Carmarthenshire on August 19 by a butler in a gentleman's family, who shot his master and his daughter, and then committed suicide. It appears that Mr John Johns, of Dolau Cothy, a small village between Lampeter and Llandovery, had given notice to his butler, Henry Tremble, an Irishman, to leave his service. At a little before ten o'clock on the above morning Tremble, who was to quit the house during the day, and had given up his key, went into the library and deliberately shot Mr Johns in the breast. No one was with Mr Johns at the time but the assassin, and no one heard the report. He then shut the door, went towards the kitchen, and saw Mrs Cookman, a married daughter of deceased, who had come in to see her father, and fired at her, wounding her in the thigh. In the general consternation some of the servants went to look for Mr Johns, and the unfortunate gentleman was found in the library weltering in his blood, and he died soon afterwards. The murderer then left the house, and went to his home in the village, where he shot himself with a pistol in the presence of his wife. Mr Johns, who was seventy-five years of age, had been intimately connected as magistrate with the administration of the affairs of the county of Carmarthen for some years past. His first public appointment was that of Assistant Tithe Commissioner after the passing of the Commutation Act, and with Sir Frankland Lewis he made himself very popular by his decisions. Subsequently he was made Recorder of the borough of Carmarthen, became the first Judge in the County Court, and lately was elected chairman of the County Quarter Sessions, which he resigned from old age, about two years ago, when Sir Hardinge Giffard succeeded him. From some additional particulars in reference to this case we learn that the murderer, Tremble, was brought to this country from Ireland by Captain Cookman, to whom he acted as valet and general servant, rising to be coachman and butler in succession on the death of other servants. He married the daughter of a respectable farmer, by whom he had six children, the eldest of whom is now fourteen years of age. He did not live on very good terms with his wife, of whom he appeared to have been jealous. He wished to obtain the lease of the Dolau Cothy Arms, a tavern near to Mr John's residence, and the refusal of that gentleman to grant it to him supplies some motive, though a very inadequate one, for the crime, as he took the rejection of his final appeal very much to heart, believing that as an old servant he had a prior claim. He had no revengeful or angry spirit after the first few days subsequent to the refusal, and did his work as usual up to the time of the murder. Mrs Cookman lies in a critical condition, and the news of her father's death has been as yet kept from her. Mr Johns' maternal grandfather, Sir Powell, was murdered near the same place about 100 years ago. Eight men with blackened faces entered his residence, and, after sacking the house, strangled him. One man escaped, and another gave evidence against his six associates, who were convicted and hanged at Hereford. The jury in the inquest on Mr Johns have returned a verdict of wilful murder against Henry Tremble, and the jury in Tremble's case returned a verdict of felo de se. xyxy=(762,75,905,1470)
article-paragraph: United States cable communication is interrupted. xyxy=(460,1946,603,1969)
article-paragraph: Mr Bastings: I mean that by putting the land into the market you give the large capitalists an opportunity of buying it at less than its market value. I say that it is the policy of this Board and of the Government to— xyxy=(159,2086,302,2179)
article-paragraph: Mr Bastings: Cannot we withdraw the lot? xyxy=(159,960,302,984)
article-paragraph: The City of New York arrived at nine this morning. The Zealandia left San Francisco on the 11th. The Australia left Sandwich for San Francisco on the 29th of October. The Zealandia arrived there on the 1st November, and left for Sydney in company with the City of New York on the 2nd. Messrs Bell and Dalziel are passengers for Honolulu. The City brings a large shipment of Californian salmon ova for the Acclimatisation Societies of Auckland and Canterbury. The Whaler Two Brothers arrived at Honolulu on the 26th October with the crews of thirteen out of a total of sixteen of a whaling fleet hailing from Honolulu. The lost vessels were crushed in the ice. xyxy=(309,1617,452,1910)
article-paragraph: "A pair of pretty eyes is the best mirror to shave by." Swisher says he has known many a man to be shaved by them. We have known many a man to be saved by them. xyxy=(611,1807,754,1877)
column-5: PERILS OF A COUNTRY CORRESPONDENT. —o— Every career in life has its crosses, as a member of the betting fraternity very justly remarked in our hearing lately. Country correspondents of the press are not exempt from the operation of this indistinguishing law. Who the correspondent is who writes from among the little circle those literary letters, putting facts so tersely and uncompromisingly, and occasionally letting just the cracker end of a sentence fall on the back of someone who has been kicking (loosely) over the traces, is quickly known. If the correspondent be a married man, of course his wife is in the secret, feels her station as the spouse of the powerful correspondent of—say the Queenslander—and does not see the point of hiding her influence entirely under a bushel. Where is the use, she very reasonably thinks, of being able to influence public opinion and "show up" people's tricks, unless they know of it, and bow before one's awful might? So she just whispers it in the deepest confidence to Mrs Seville Corrie, wife of the P.M., who has been putting on airs of superiority, and to a few other ladies who have assumed a tone of equality which is quite out of place, considering everything. In three weeks, it follows, as a matter of course, that if you were to tell a working bullock on the town reserve that Mr So-and-so was the local correspondent of the Queenslander, the beast would poke you in the ribs with his horn, wink his sleepy eye, laugh in your face, and remark that Queen Anne was dead, and he heard a milking cow blowing the news you brought more than a week ago, and that every native dog in the scrub round about knew it by that time. Thenceforth the correspondent's life becomes a burden to him. If he writes that there is good grass anywhere about, Messrs Sheepskin, Beanlock, and other squatters in the neighborhood, make it their business next rent day, when they come to sit on the bench to stop over and sneer at at him for being such a —— officious —— as to bring all the travelling stock in Queensland round that way to eat them up, and get boxed with their flocks. If then, on the contrary, he records the fact that bush grass and water are scarce, Mr Bowbee, the storekeeper, comes round for settlement of that little account, and inquires in a sardonic manner, if he is fond of making a —— fool of himself, and frightening every bit of trade out of the place, since not a carrier or drover will come near after reading his —— lies in the paper. The reader may fill up the blanks with reasoning to taste, and both squatter and storekeeper go about persuading everybody that the unhappy correspondent, who has told nothing but the truth, and has touched only the comparatively safe subject of the weather, is doing his best to ruin the district. Then perhaps he writes a funny story of the P.M. and the lock-up keeper's wife, carefully guarding against recognition of the real parties, and the editor happens to be drunk when that comes in—editors are always drunk—and the funny story escapes being cut out. Everybody knows what happens then. Every man, woman, and child in the place gets mixed in the business somehow; the storekeeper does a brisk business in horsewhips; 5 females go into hysterics within 24 hours, 11 men get drunk and 32 swear. Somebody comes and says highly-spiced things to the correspondent,—whose wife considers gets the business so entangled that she imagines her husband has been offending as well as the P.M., and wants a separation—and the correspondent knocks him down; is joyfully arrested by the lock-up keeper in his other character as constable, and fined so as to bail him, and consequently is scolded and through a grating for five days by the indignant spouse of the lock-up keeper, and finally is heavily fined by the P.M. and Messrs Sheepskin, Beanlock, and Bowbee, J.P.'s, in petty sessions assembled.—Queenslander. Why is a dishonest bankrupt like an honest poor man?—Because both fail to get rich. Why is playing chess a more exemplary occupation than playing cards?—Because at chess you play with two bishops, and at cards you play with four knaves. "A pair of pretty eyes is the best mirror to shave by." Swisher says he has known many a man to be shaved by them. We have known many a man to be saved by them. A Chinaman in California, whose life was insured for a large amount, was seriously hurt by falling from a wagon. There was some doubt of his ever getting better, and at length one of his friends wrote to the Insurance company—"Charley half-dead, like half money." ADVICE TO MOTHERS!—Are you broken in your rest by a sick child suffering with the pain of cutting teeth? Go at once to a chemist and get a bottle of MRS. WINSLOW'S SOOTHING SYRUP. It will relieve the poor sufferer immediately. It is perfectly harmless and pleasant to taste, it produces natural quiet sleep, by relieving the child from pain, and the little cherub awakes "as bright as a button." It soothes the child, it softens the gums, allays all pain, relieves wind, regulates the bowels, and is the best known remedy for dysentery and diarrhoea whether arising from teething or other causes. Mrs Winslow's Soothing Syrup is sold by Medicine dealers everywhere at 1s 1½d per bottle. Manufactured at 493 Oxford-street, London. xyxy=(611,37,754,2299)
letter-paragraph: Sir,—I trust to your love of justice and fair play to afford me space for this letter, it being intended as a reply to the letters which have recently appeared in several of the up-country papers, and notably one in a recent issue of the Bruce Herald, dated from Blacks, and in which the writer wished to make it appear that—among other matters—I was not entitled to occupy the position of a gentleman; but what I more strongly deprecate is the dastardly attempt to impugn the character of Mr Hazlett, through the commercial speculation he made as the successful tenderer for the purchase of my estate. xyxy=(8,150,152,408)
article-paragraph: Mr Bastings: I believe that every acre of this land would be taken up under the deferred payment system. It is a pity that a large quantity of land should be allowed to fall into the hands of a few people. I know xyxy=(159,2391,302,2485)
article-paragraph: Cape advices state that the position in the Transvaal Republic is alarming. Owing to the defeat of the Dutch troops, the Natives become unmanageable. The Kaffirs have driven back the Boers, and latest telegrams confirm the report that there is an absolute panic in that outlying district. The Kaffirs triumphed all along the line, and with a friendly tribe of Kaffirs behaved with reckless bravery, the Dutch citizens and troops displayed the white feather. For this reason reinforcements have left for Capetown. xyxy=(460,503,603,714)
ad-text: The whole of the Valuable Properties, situate at the "Wheel," Bendigo Reefs, known as Mitchinson's Store, Bakery, and Butchery; also the very general and well assorted Stock of Drapery, Haberdashery, Boots, and Men's Clothing, General Groceries, Hardware, Miners' Tools, Ropes, Weighing Machines, Horses, Cows, Spring Cart, and a variety of other Useful Property. xyxy=(912,341,1062,494)
ad-text: Alexandra. xyxy=(1012,1055,1062,1067)
column-1: ORIGINAL CORRESPONDENCE. —o— [We do not hold ourselves responsible for opinions expressed by correspondents.] AN EXPLANATION. (TO THE EDITOR OF THE DUNSTAN TIMES.) Sir,—I trust to your love of justice and fair play to afford me space for this letter, it being intended as a reply to the letters which have recently appeared in several of the up-country papers, and notably one in a recent issue of the Bruce Herald, dated from Blacks, and in which the writer wished to make it appear that—among other matters—I was not entitled to occupy the position of a gentleman; but what I more strongly deprecate is the dastardly attempt to impugn the character of Mr Hazlett, through the commercial speculation he made as the successful tenderer for the purchase of my estate. I should have replied to the letter referred to ere this but waited until I was in possession of more positive proof than my own private conviction that Mr John Cole Chapple was the author of the letter, as also of the other letters having reference to my affairs. For the purpose of enabling my friends and those of the public who may have noticed the letters referred to, to judge of the truth and justice of the remarks made, as also in justice to the gentleman whose actions are so unwarrantably criticised and aspersed, it will be necessary for me to crave the indulgence of space in your columns, for an explanation of a more personal and private nature than is usually found in the pages of a respectable journal. In one of the letters I refer to the public are given to understand that I (although the writer was too cautious to mention names) had gone through the Insolvent Court three times within the last ten years, etc. The facts are as follows: Some twelve years since I found it advisable to purchase my late partner's interest in the business, he having, by his unsettled and intemperate habits, squandered a considerable portion of the capital I had put into the business, and which some twelve months afterwards it necessary for me to call a meeting of my creditors, and assign my estate for their benefit, Mr Stavely being the purchaser, and I conducting it under a bill of sale to endeavor to pay his account in full, he having been one of the largest creditors. This I did not succeed in doing, but my engagements were met with all the other firms I was doing business with after the date of Mr Stavely's purchase, and the stock and debts were realised on at that gentleman's desire—he acting very liberally when disposing to me of the premises and balance of property. My capital being very limited, and business not improving, I was last February obliged to reconsider, having been desired (both by letter and wire) by some of my largest creditors to go to Dunedin and lay before them a statement of my affairs. I did so: The result being that they wished me to consent to have the estate placed in liquidation, for my credit being injured I was advised not to seek for time but hand over the whole concern and get the burden of it off my mind. The estate was duly advertised, and tenders called. I went a second time to Dunedin, hopes having been held out to me that I would get assistance to tender; but Mr Hazlett having sent down a tender amounting to a sum which the Trustees considered a good offer, I could get no assistance, and immediately left to see Mr Hazlett, and was so far fortunate as to make satisfactory arrangements with him for realising the property, &c. I am not aware of any reason for the animosity displayed by the writer of the articles before referred to except it was from the fact that Mr Chapple lost the sale of the stock and premises, in consequence of him having threatened to sue Mr Hazlett for a large amount, as damages for loss sustained through my not removing a stock of cattle off his (Mr Chapple's) farm, after receiving notice; and which action Mr Chapple subsequently brought and lost. Mr Chapple was not a creditor in the estate, and had no other reasons that I am cognizant of, for the—in my opinion—very malicious and ungentlemanly course he thought fit to adopt, by endeavoring, under assumed names, not alone to injure my character, but by so many a gentleman, who, during his long residence in this district has been almost universally respected. I trust that in future, any person having a desire to have published an opinion that except it be a crime to be unfortunate in business I have been guilty of any action, during my long residence at Alexandra, to forfeit my title to the status and character of a gentleman, he will not be ashamed to subscribe his name to the letter, and not attempt to stab in the dark, as has hitherto been the case. JAMES RIVERS. Alexandra, Nov. 8th, 1876. A MOTHER IN REPLY. (TO THE EDITOR OF THE DUNSTAN TIMES.) Sir,—In your issue of the 3rd inst., appears a letter from Alexandra, wherein the writer says, "I would take the liberty of advising your correspondent to give up the penny-a-lining business and devote himself to some more useful pursuit," as advice with which I perfectly concur; but considering it comes with a very bad grace from Mr Finlay, as a letter signed "An Alexandra Boy," was the joint production of his wife and son, and I presume of himself; but whether either of the writers received a penny-a-line for their letters, or paid a penny-a-line I am equally pleased; but should imagine from the style of the letters, the latter the most probable. But what I had reason to be displeased with was the uncalled-for sneer that another sent her time reading when she could be better employed at the wash tub, seeing I have always been able and willing to pay others to perform the uncongenial task for me; but while admitting the perfect truth of the statement, however horrible such an admission must appear, that I prefer xyxy=(8,37,152,2547)
article-paragraph: Mr Clark: I second that, and think that it is too late to withdraw the whole now. It is meeting the difficulty half way, seeing that we are reserving all the best of the land. xyxy=(309,315,452,385)
article-paragraph: Fifteen thousand Spanish troops have been despatched to Cuba, anticipating a renewal of hostilities. xyxy=(460,257,603,304)
ad-text: Bakery and Butchery—the whole built on Freehold Land—Stock of Drapery, Groceries, Horses, &c., &c.; also, xyxy=(915,176,1059,222)
column-4 xyxy=(460,35,603,2575)
article-title: THE SAN FRANCISCO MAIL. xyxy=(318,1567,444,1591)
pig-illustration-icon xyxy=(958,1575,1017,1607)
